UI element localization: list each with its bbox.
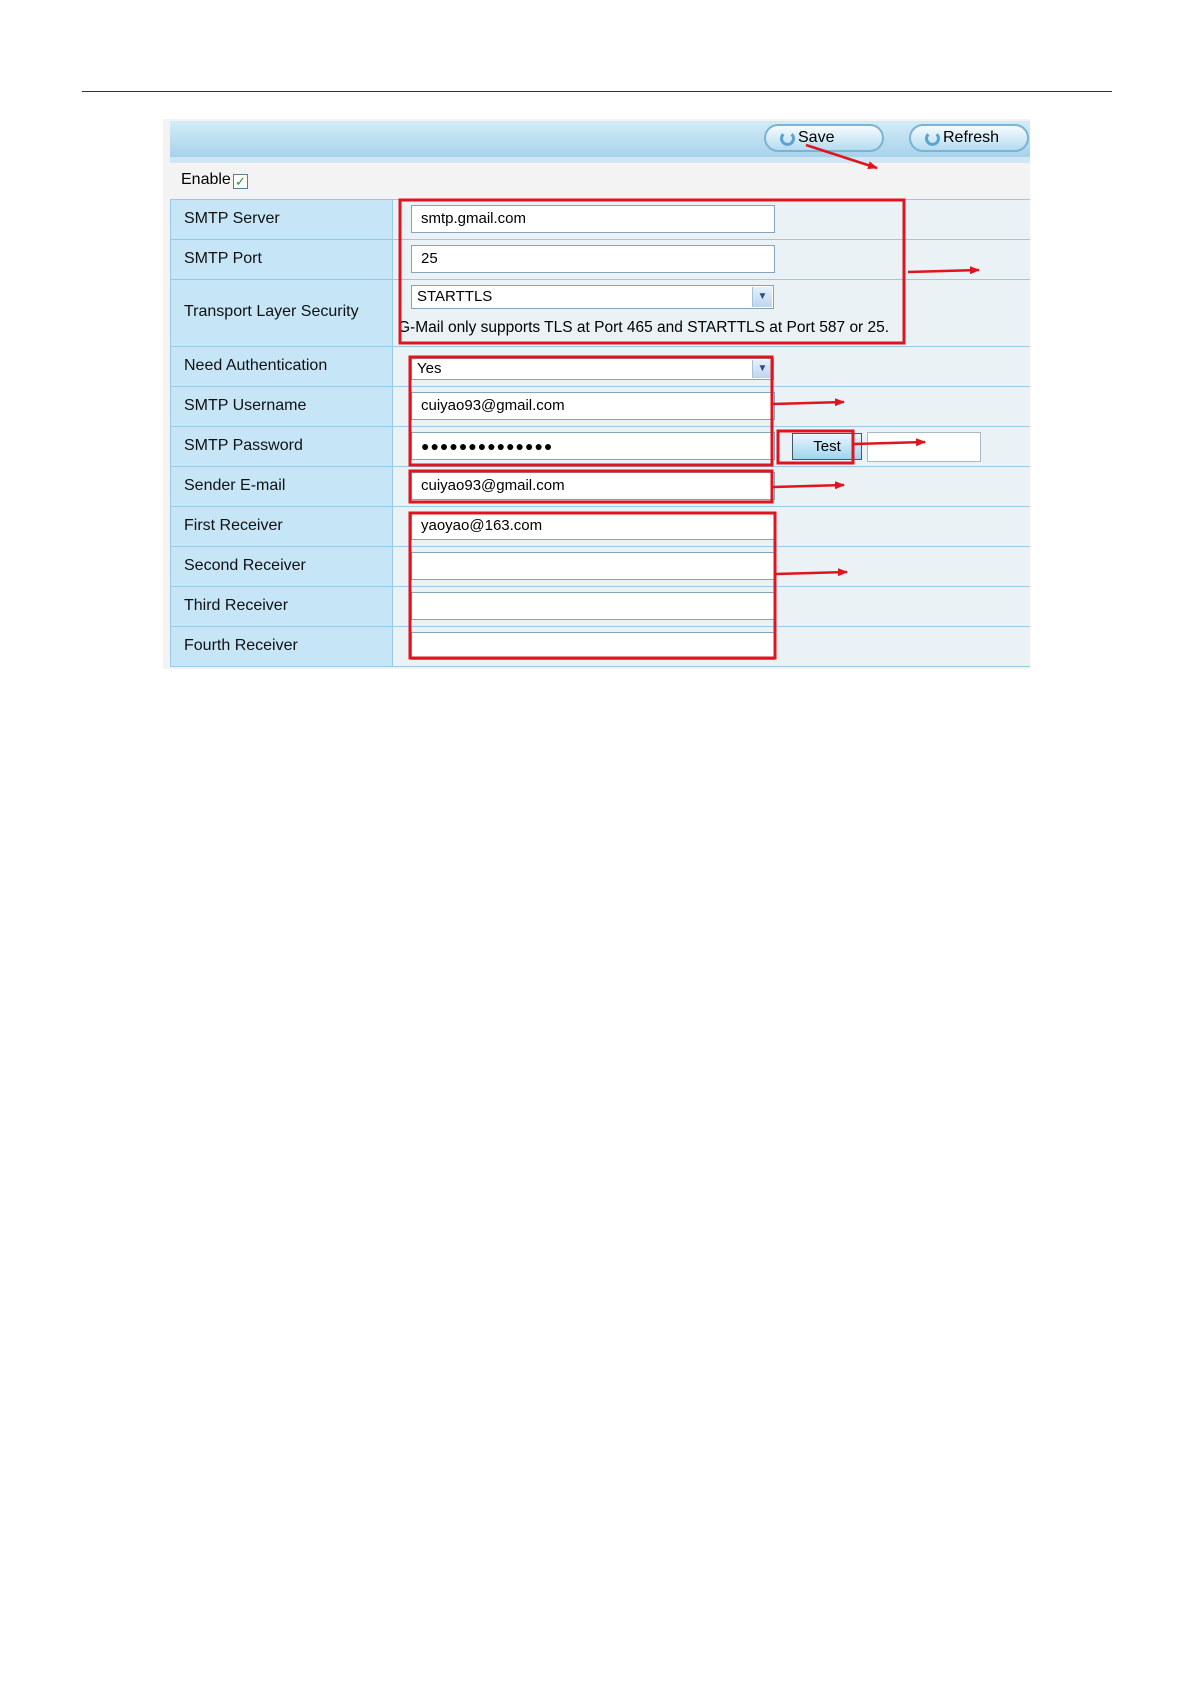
row-second-receiver	[170, 547, 1030, 587]
fourth-receiver-label: Fourth Receiver	[184, 637, 298, 654]
smtp-password-label: SMTP Password	[184, 437, 303, 454]
row-third-receiver	[170, 587, 1030, 627]
toolbar	[170, 121, 1030, 157]
tls-note: G-Mail only supports TLS at Port 465 and STARTTLS at Port 587 or 25.	[398, 319, 890, 336]
smtp-port-input[interactable]: 25	[411, 245, 775, 273]
tls-label: Transport Layer Security	[184, 303, 359, 320]
save-button[interactable]: Save	[764, 124, 884, 152]
sender-email-label: Sender E-mail	[184, 477, 286, 494]
chevron-down-icon[interactable]: ▼	[752, 287, 772, 307]
smtp-username-label: SMTP Username	[184, 397, 307, 414]
test-button[interactable]: Test	[792, 433, 862, 460]
third-receiver-input[interactable]	[411, 592, 775, 620]
row-need-auth	[170, 347, 1030, 387]
row-smtp-server	[170, 200, 1030, 240]
fourth-receiver-input[interactable]	[411, 632, 775, 660]
checkmark-icon: ✓	[235, 174, 246, 189]
need-auth-label: Need Authentication	[184, 357, 328, 374]
toolbar-divider	[170, 157, 1030, 163]
settings-table	[170, 199, 1030, 667]
spinner-icon	[780, 131, 795, 146]
row-smtp-username	[170, 387, 1030, 427]
spinner-icon	[925, 131, 940, 146]
second-receiver-input[interactable]	[411, 552, 775, 580]
smtp-server-label: SMTP Server	[184, 210, 280, 227]
smtp-port-label: SMTP Port	[184, 250, 262, 267]
row-first-receiver	[170, 507, 1030, 547]
first-receiver-input[interactable]: yaoyao@163.com	[411, 512, 775, 540]
first-receiver-label: First Receiver	[184, 517, 283, 534]
enable-label: Enable	[181, 171, 231, 188]
test-result-field	[867, 432, 981, 462]
tls-select[interactable]: STARTTLS ▼	[411, 285, 774, 309]
smtp-username-input[interactable]: cuiyao93@gmail.com	[411, 392, 775, 420]
enable-checkbox[interactable]	[233, 174, 248, 189]
need-auth-select[interactable]: Yes ▼	[411, 358, 774, 380]
row-tls	[170, 280, 1030, 347]
smtp-server-input[interactable]: smtp.gmail.com	[411, 205, 775, 233]
sender-email-input[interactable]: cuiyao93@gmail.com	[411, 472, 775, 500]
chevron-down-icon[interactable]: ▼	[752, 360, 772, 378]
row-sender-email	[170, 467, 1030, 507]
third-receiver-label: Third Receiver	[184, 597, 289, 614]
row-fourth-receiver	[170, 627, 1030, 667]
page-header-rule	[82, 91, 1112, 92]
second-receiver-label: Second Receiver	[184, 557, 306, 574]
mail-settings-panel	[163, 119, 1030, 669]
row-smtp-password	[170, 427, 1030, 467]
row-smtp-port	[170, 240, 1030, 280]
refresh-button[interactable]: Refresh	[909, 124, 1029, 152]
smtp-password-input[interactable]: ●●●●●●●●●●●●●●	[411, 432, 775, 460]
